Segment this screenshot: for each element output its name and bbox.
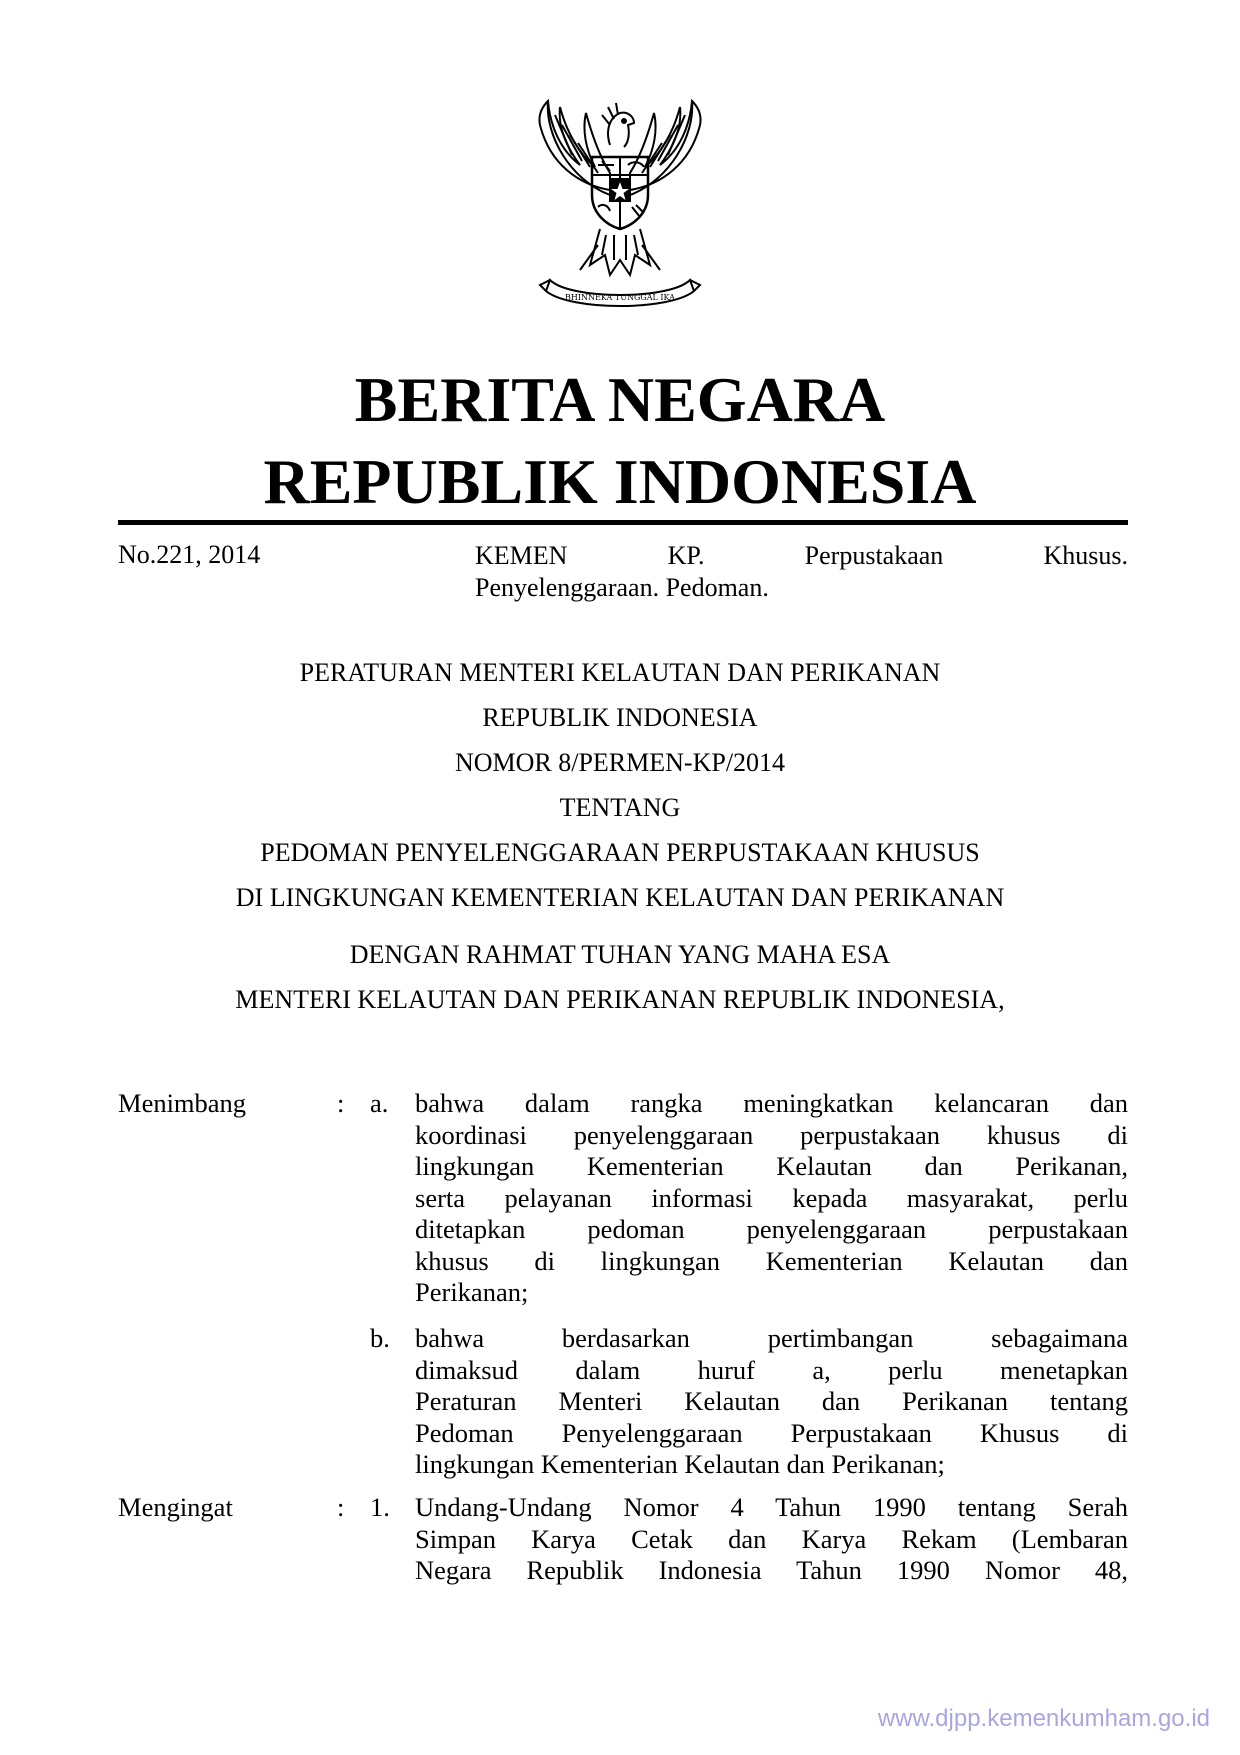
paragraph-line: Simpan Karya Cetak dan Karya Rekam (Lembaran [415, 1523, 1128, 1554]
garuda-emblem-icon [510, 95, 730, 315]
subject-word: KP. [667, 541, 705, 570]
mengingat-label: Mengingat [118, 1492, 233, 1522]
footer-url-link[interactable]: www.djpp.kemenkumham.go.id [877, 1705, 1210, 1732]
subject-word: KEMEN [475, 541, 568, 570]
issuer-line: MENTERI KELAUTAN DAN PERIKANAN REPUBLIK INDONESIA, [235, 985, 1005, 1014]
regulation-subject-line: PEDOMAN PENYELENGGARAAN PERPUSTAKAAN KHUSUS [260, 838, 980, 867]
subject-word: Perpustakaan [804, 541, 944, 570]
masthead-divider [118, 520, 1128, 525]
item-marker: a. [370, 1088, 389, 1118]
paragraph-line: lingkungan Kementerian Kelautan dan Perikanan, [415, 1151, 1128, 1181]
paragraph-line: bahwa berdasarkan pertimbangan sebagaimana [415, 1323, 1128, 1353]
paragraph-line: Undang-Undang Nomor 4 Tahun 1990 tentang Serah [415, 1492, 1128, 1522]
paragraph-line: lingkungan Kementerian Kelautan dan Perikanan; [415, 1449, 945, 1479]
paragraph-line: Pedoman Penyelenggaraan Perpustakaan Khusus di [415, 1417, 1128, 1448]
regulation-number: NOMOR 8/PERMEN-KP/2014 [454, 748, 786, 777]
regulation-title-line: PERATURAN MENTERI KELAUTAN DAN PERIKANAN [299, 658, 941, 687]
paragraph-line: dimaksud dalam huruf a, perlu menetapkan [415, 1354, 1128, 1385]
menimbang-label: Menimbang [118, 1088, 247, 1118]
regulation-tentang: TENTANG [559, 793, 681, 822]
paragraph-line: ditetapkan pedoman penyelenggaraan perpustakaan [415, 1214, 1128, 1244]
emblem-motto: BHINNEKA TUNGGAL IKA [565, 293, 675, 302]
paragraph-line: khusus di lingkungan Kementerian Kelautan dan [415, 1245, 1128, 1276]
invocation-line: DENGAN RAHMAT TUHAN YANG MAHA ESA [349, 940, 891, 969]
masthead-subtitle: REPUBLIK INDONESIA [263, 446, 977, 517]
paragraph-line: Peraturan Menteri Kelautan dan Perikanan tentang [415, 1386, 1128, 1416]
mengingat-colon: : [337, 1492, 345, 1522]
paragraph-line: bahwa dalam rangka meningkatkan kelancaran dan [415, 1088, 1128, 1118]
paragraph-line: serta pelayanan informasi kepada masyarakat, perlu [415, 1182, 1128, 1213]
item-marker: b. [370, 1323, 390, 1353]
paragraph-line: Negara Republik Indonesia Tahun 1990 Nomor 48, [415, 1555, 1128, 1585]
mengingat-item-1 [415, 1492, 1128, 1587]
item-marker: 1. [370, 1492, 390, 1522]
gazette-number: No.221, 2014 [118, 540, 261, 569]
regulation-title-line: REPUBLIK INDONESIA [482, 703, 758, 732]
subject-line-2: Penyelenggaraan. Pedoman. [475, 573, 769, 602]
menimbang-item-a [415, 1088, 1128, 1309]
paragraph-line: koordinasi penyelenggaraan perpustakaan khusus di [415, 1119, 1128, 1150]
masthead-title: BERITA NEGARA [354, 364, 886, 435]
menimbang-colon: : [337, 1088, 345, 1118]
regulation-subject-line: DI LINGKUNGAN KEMENTERIAN KELAUTAN DAN PERIKANAN [235, 883, 1005, 912]
subject-word: Khusus. [1043, 541, 1128, 570]
gazette-subject [475, 540, 1128, 604]
menimbang-item-b [415, 1323, 1128, 1481]
paragraph-line: Perikanan; [415, 1277, 529, 1307]
